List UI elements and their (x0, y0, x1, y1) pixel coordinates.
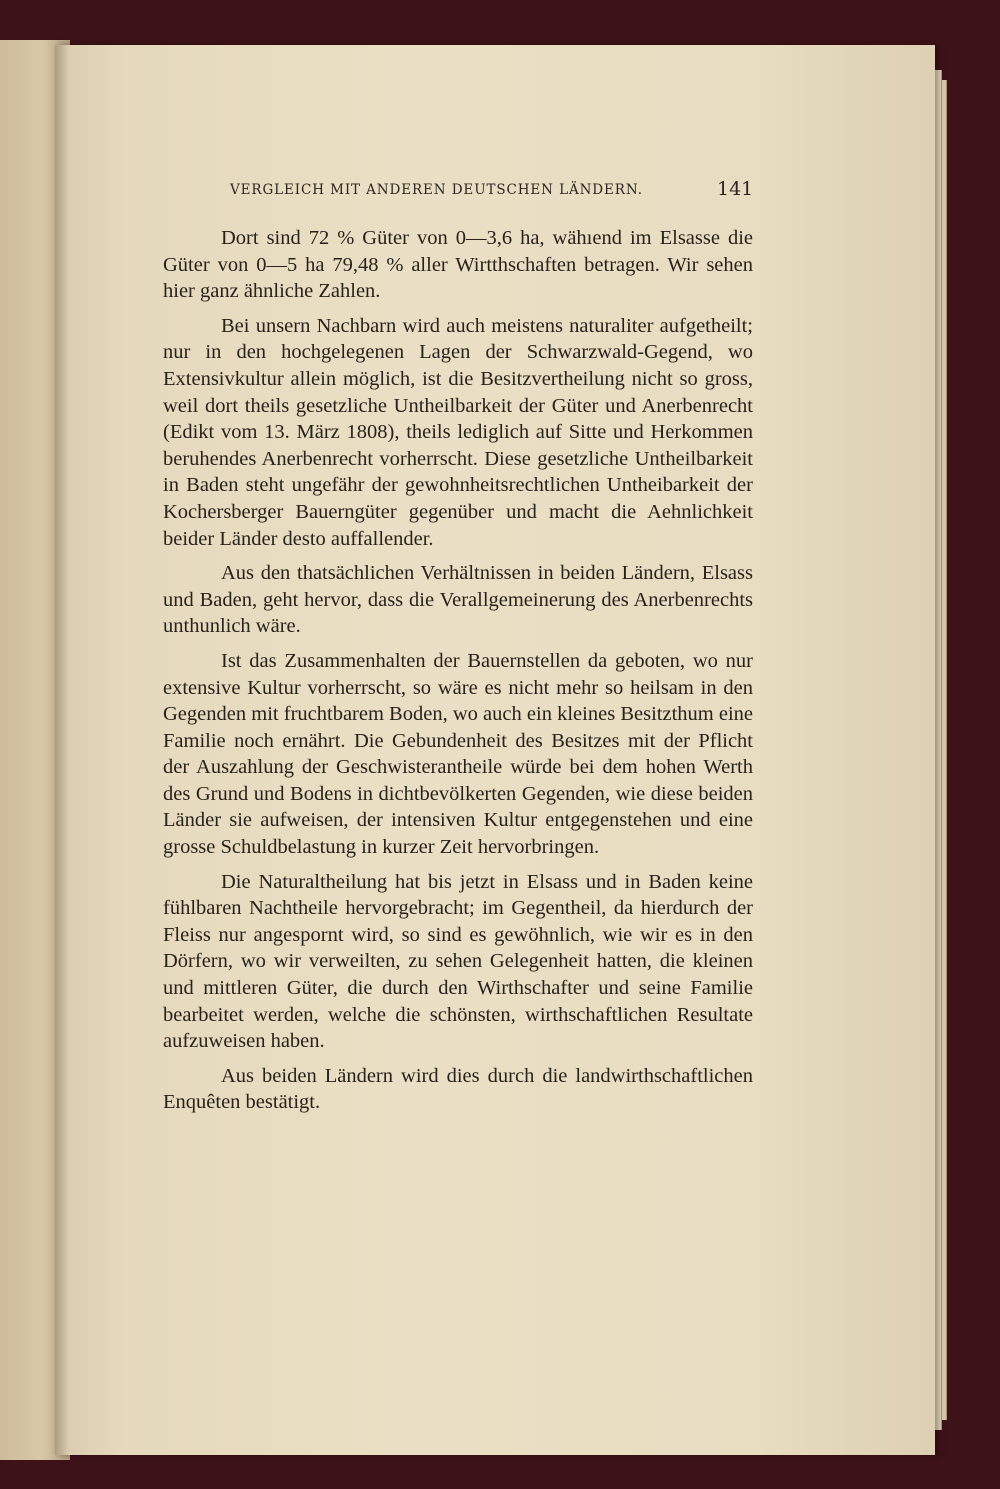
page-number: 141 (717, 178, 754, 200)
paragraph: Dort sind 72 % Güter von 0—3,6 ha, wähıend im Elsasse die Güter von 0—5 ha 79,48 % aller Wirtthschaften betragen. Wir sehen hier ganz ähnliche Zahlen. (163, 227, 753, 303)
running-head: VERGLEICH MIT ANDEREN DEUTSCHEN LÄNDERN. (230, 182, 643, 198)
paragraph: Bei unsern Nachbarn wird auch meistens naturaliter aufgetheilt; nur in den hochgelegenen Lagen der Schwarzwald-Gegend, wo Extensivkultur allein möglich, ist die Besitzvertheilung nicht so gross, weil dort theils gesetzliche Untheilbarkeit der Güter und Anerbenrecht (Edikt vom 13. März 1808), theils lediglich auf Sitte und Herkommen beruhendes Anerbenrecht vorherrscht. Diese gesetzliche Untheilbarkeit in Baden steht ungefähr der gewohnheitsrechtlichen Untheibarkeit der Kochersberger Bauerngüter gegenüber und macht die Aehnlichkeit beider Länder desto auffallender. (163, 314, 753, 550)
body-text (163, 225, 753, 1124)
page-stack-edge (935, 70, 942, 1430)
paragraph: Ist das Zusammenhalten der Bauernstellen da geboten, wo nur extensive Kultur vorherrscht, so wäre es nicht mehr so heilsam in den Gegenden mit fruchtbarem Boden, wo auch ein kleines Besitzthum eine Familie noch ernährt. Die Gebundenheit des Besitzes mit der Pflicht der Auszahlung der Geschwisterantheile würde bei dem hohen Werth des Grund und Bodens in dichtbevölkerten Gegenden, wie diese beiden Länder sie aufweisen, der intensiven Kultur entgegenstehen und eine grosse Schuldbelastung in kurzer Zeit hervorbringen. (163, 649, 753, 859)
paragraph: Aus den thatsächlichen Verhältnissen in beiden Ländern, Elsass und Baden, geht hervor, dass die Verallgemeinerung des Anerbenrechts unthunlich wäre. (163, 562, 753, 638)
paragraph: Die Naturaltheilung hat bis jetzt in Elsass und in Baden keine fühlbaren Nachtheile hervorgebracht; im Gegentheil, da hierdurch der Fleiss nur angespornt wird, so sind es gewöhnlich, wie wir es in den Dörfern, wo wir verweilten, zu sehen Gelegenheit hatten, die kleinen und mittleren Güter, die durch den Wirthschafter und seine Familie bearbeitet werden, welche die schönsten, wirthschaftlichen Resultate aufzuweisen haben. (163, 870, 753, 1053)
gutter-shadow (55, 45, 69, 1455)
paragraph: Aus beiden Ländern wird dies durch die landwirthschaftlichen Enquêten bestätigt. (163, 1064, 753, 1114)
